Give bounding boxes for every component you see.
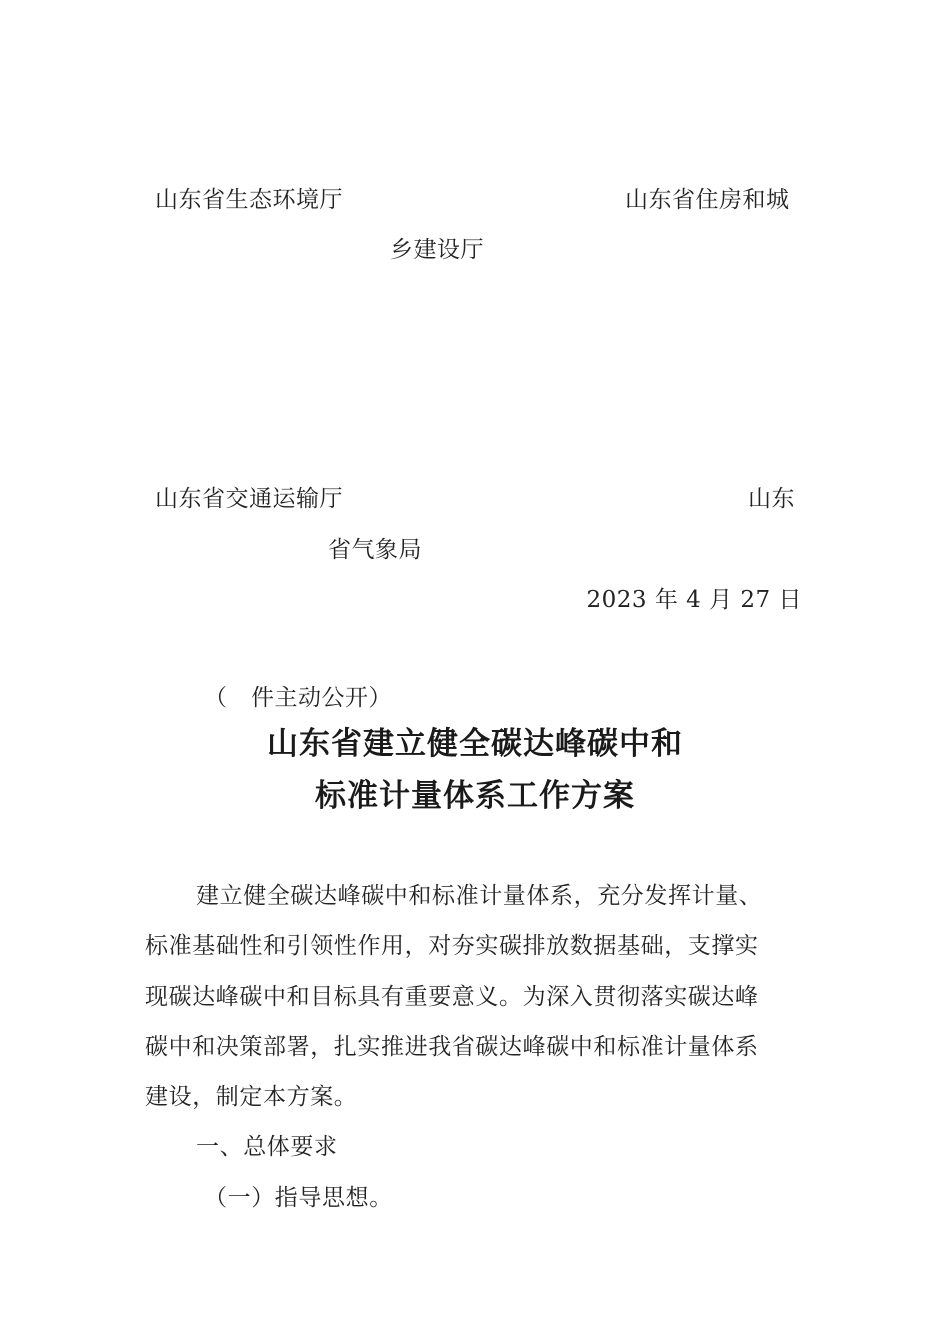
body-line-5: 建设，制定本方案。	[145, 1084, 358, 1110]
issuer-meteorological-cont: 省气象局	[328, 537, 422, 563]
issuer-ecology-environment: 山东省生态环境厅	[155, 187, 343, 213]
issuer-housing-urban-rural: 山东省住房和城	[625, 187, 790, 213]
body-line-4: 碳中和决策部署，扎实推进我省碳达峰碳中和标准计量体系	[145, 1034, 759, 1060]
issuer-meteorological: 山东	[748, 486, 795, 512]
subsection-heading-guiding-ideology: （一）指导思想。	[204, 1185, 393, 1211]
body-line-3: 现碳达峰碳中和目标具有重要意义。为深入贯彻落实碳达峰	[145, 984, 759, 1010]
body-line-1: 建立健全碳达峰碳中和标准计量体系，充分发挥计量、	[196, 883, 763, 909]
document-title-line2: 标准计量体系工作方案	[315, 778, 635, 814]
section-heading-overall-requirements: 一、总体要求	[196, 1134, 338, 1160]
issuer-housing-urban-rural-cont: 乡建设厅	[390, 237, 484, 263]
issue-date: 2023 年 4 月 27 日	[586, 587, 802, 613]
issuer-transport: 山东省交通运输厅	[155, 486, 343, 512]
disclosure-note: （ 件主动公开）	[204, 685, 392, 711]
body-line-2: 标准基础性和引领性作用，对夯实碳排放数据基础，支撑实	[145, 933, 759, 959]
document-title-line1: 山东省建立健全碳达峰碳中和	[267, 726, 683, 762]
